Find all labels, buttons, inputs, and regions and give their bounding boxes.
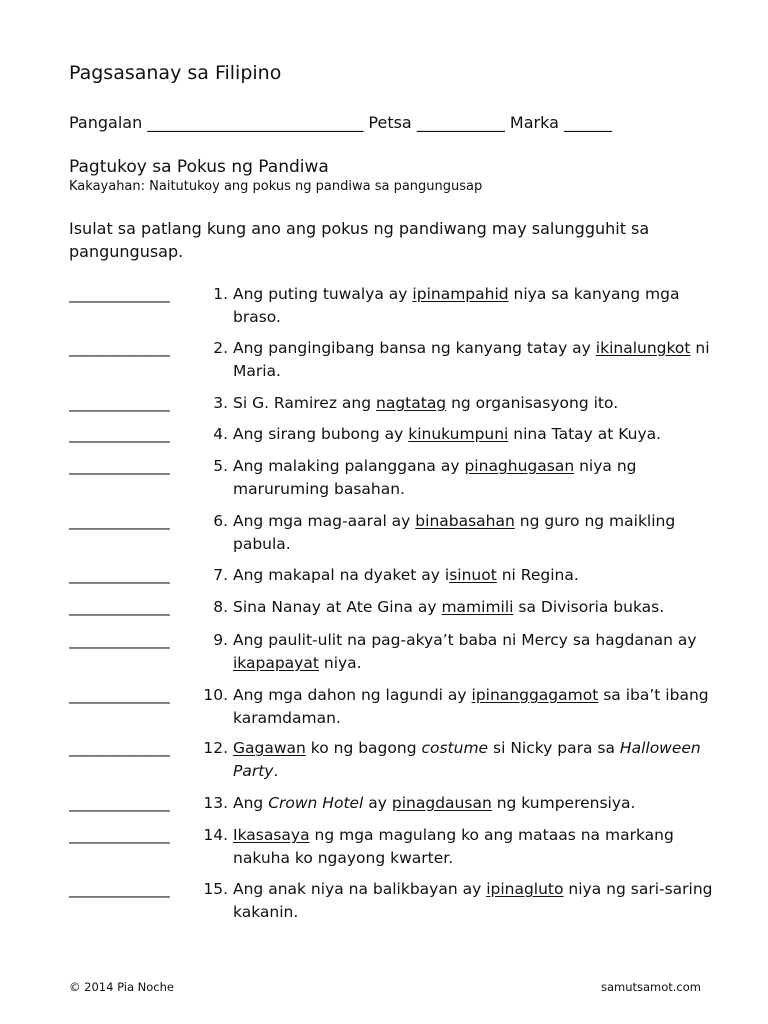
exercise-item — [69, 423, 719, 446]
website-footer: samutsamot.com — [600, 980, 701, 994]
underlined-verb: ikapapayat — [233, 654, 319, 672]
item-sentence: Ang malaking palanggana ay pinaghugasan niya ng maruruming basahan. — [233, 457, 637, 498]
exercise-item — [69, 629, 719, 675]
item-number: 3. — [213, 394, 228, 412]
item-number: 4. — [213, 425, 228, 443]
exercise-item — [69, 824, 719, 870]
answer-blank[interactable]: _____________ — [69, 285, 170, 303]
underlined-verb: mamimili — [441, 598, 514, 616]
item-sentence: Ang anak niya na balikbayan ay ipinagluto niya ng sari-saring kakanin. — [233, 880, 713, 921]
exercise-item — [69, 596, 719, 619]
answer-blank[interactable]: _____________ — [69, 394, 170, 412]
underlined-verb: ipinanggagamot — [471, 686, 599, 704]
item-sentence: Ang Crown Hotel ay pinagdausan ng kumperensiya. — [233, 794, 636, 812]
italic-term: Crown Hotel — [268, 794, 364, 812]
item-number: 8. — [213, 598, 228, 616]
lesson-title: Pagtukoy sa Pokus ng Pandiwa — [69, 157, 329, 177]
answer-blank[interactable]: _____________ — [69, 826, 170, 844]
exercise-item — [69, 878, 719, 924]
item-number: 13. — [203, 794, 228, 812]
underlined-verb: sinuot — [449, 566, 497, 584]
item-sentence: Ang sirang bubong ay kinukumpuni nina Tatay at Kuya. — [233, 425, 662, 443]
item-number: 10. — [203, 686, 228, 704]
exercise-item — [69, 684, 719, 730]
answer-blank[interactable]: _____________ — [69, 880, 170, 898]
item-number: 1. — [213, 285, 228, 303]
underlined-verb: binabasahan — [415, 512, 515, 530]
exercise-item — [69, 792, 719, 815]
answer-blank[interactable]: _____________ — [69, 598, 170, 616]
exercise-item — [69, 564, 719, 587]
item-number: 2. — [213, 339, 228, 357]
italic-term: costume — [421, 739, 489, 757]
underlined-verb: pinagdausan — [391, 794, 492, 812]
copyright-footer: © 2014 Pia Noche — [69, 980, 174, 994]
item-sentence: Ikasasaya ng mga magulang ko ang mataas na markang nakuha ko ngayong kwarter. — [233, 826, 674, 867]
item-number: 6. — [213, 512, 228, 530]
underlined-verb: ikinalungkot — [595, 339, 691, 357]
skill-objective: Kakayahan: Naitutukoy ang pokus ng pandiwa sa pangungusap — [69, 179, 483, 194]
answer-blank[interactable]: _____________ — [69, 425, 170, 443]
item-number: 7. — [213, 566, 228, 584]
italic-term: Halloween Party — [233, 739, 701, 780]
item-number: 9. — [213, 631, 228, 649]
item-sentence: Ang puting tuwalya ay ipinampahid niya sa kanyang mga braso. — [233, 285, 680, 326]
exercise-item — [69, 737, 719, 783]
item-sentence: Si G. Ramirez ang nagtatag ng organisasyong ito. — [233, 394, 619, 412]
item-number: 15. — [203, 880, 228, 898]
worksheet-title: Pagsasanay sa Filipino — [69, 62, 282, 84]
answer-blank[interactable]: _____________ — [69, 339, 170, 357]
item-sentence: Ang mga mag-aaral ay binabasahan ng guro ng maikling pabula. — [233, 512, 676, 553]
exercise-item — [69, 510, 719, 556]
item-sentence: Sina Nanay at Ate Gina ay mamimili sa Divisoria bukas. — [233, 598, 665, 616]
exercise-item — [69, 455, 719, 501]
exercise-item — [69, 392, 719, 415]
underlined-verb: ipinampahid — [412, 285, 509, 303]
underlined-verb: ipinagluto — [486, 880, 564, 898]
item-sentence: Ang paulit-ulit na pag-akya’t baba ni Mercy sa hagdanan ay ikapapayat niya. — [233, 631, 697, 672]
exercise-item — [69, 283, 719, 329]
answer-blank[interactable]: _____________ — [69, 631, 170, 649]
underlined-verb: kinukumpuni — [408, 425, 509, 443]
item-sentence: Ang pangingibang bansa ng kanyang tatay ay ikinalungkot ni Maria. — [233, 339, 710, 380]
underlined-verb: nagtatag — [376, 394, 447, 412]
item-number: 12. — [203, 739, 228, 757]
instructions: Isulat sa patlang kung ano ang pokus ng pandiwang may salungguhit sa pangungusap. — [69, 219, 650, 261]
answer-blank[interactable]: _____________ — [69, 794, 170, 812]
answer-blank[interactable]: _____________ — [69, 566, 170, 584]
item-number: 14. — [203, 826, 228, 844]
answer-blank[interactable]: _____________ — [69, 686, 170, 704]
exercise-item — [69, 337, 719, 383]
underlined-verb: Gagawan — [233, 739, 306, 757]
item-sentence: Ang makapal na dyaket ay isinuot ni Regina. — [233, 566, 579, 584]
underlined-verb: pinaghugasan — [464, 457, 575, 475]
student-info-line: Pangalan ___________________________ Petsa ___________ Marka ______ — [69, 113, 612, 132]
item-sentence: Gagawan ko ng bagong costume si Nicky para sa Halloween Party. — [233, 739, 701, 780]
answer-blank[interactable]: _____________ — [69, 512, 170, 530]
underlined-verb: Ikasasaya — [233, 826, 310, 844]
answer-blank[interactable]: _____________ — [69, 739, 170, 757]
answer-blank[interactable]: _____________ — [69, 457, 170, 475]
item-sentence: Ang mga dahon ng lagundi ay ipinanggagamot sa iba’t ibang karamdaman. — [233, 686, 709, 727]
item-number: 5. — [213, 457, 228, 475]
